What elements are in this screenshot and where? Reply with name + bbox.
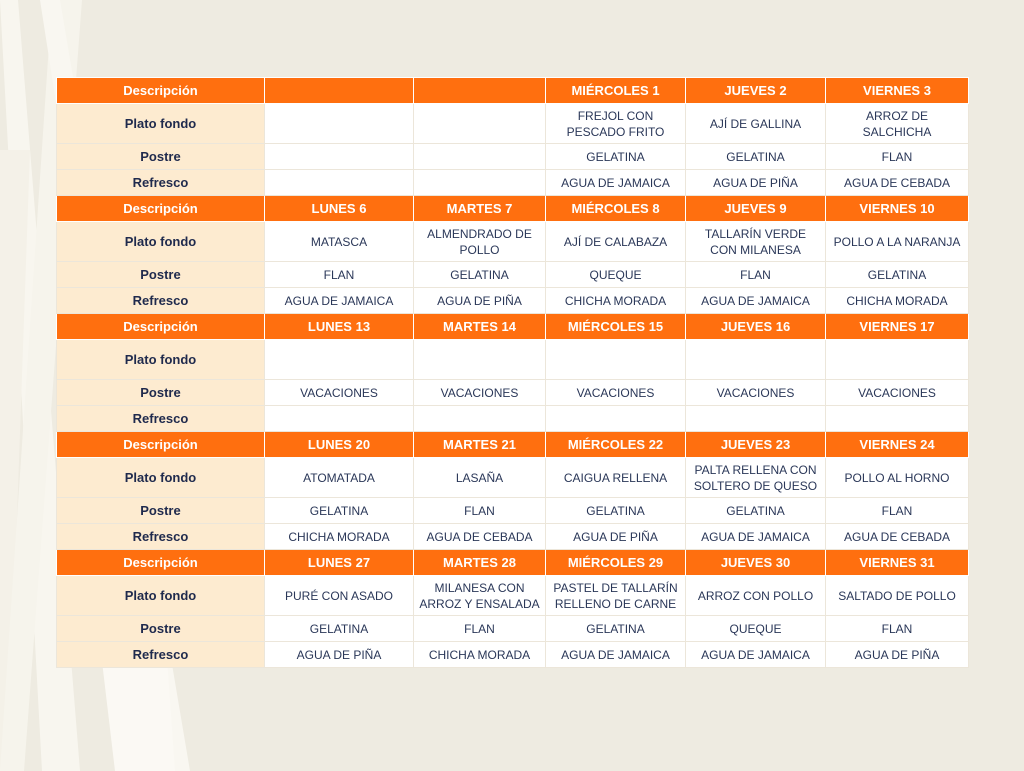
menu-cell: AGUA DE PIÑA — [546, 524, 686, 550]
row-label: Postre — [57, 262, 265, 288]
menu-cell: FLAN — [826, 498, 969, 524]
menu-cell: ARROZ DE SALCHICHA — [826, 104, 969, 144]
menu-cell — [686, 340, 826, 380]
menu-row — [57, 576, 969, 616]
row-label: Postre — [57, 380, 265, 406]
week-header-row — [57, 432, 969, 458]
menu-cell: AGUA DE CEBADA — [826, 170, 969, 196]
day-header: JUEVES 30 — [686, 550, 826, 576]
day-header: MARTES 14 — [414, 314, 546, 340]
day-header: JUEVES 16 — [686, 314, 826, 340]
day-header — [414, 78, 546, 104]
menu-cell: AGUA DE CEBADA — [414, 524, 546, 550]
menu-cell: AJÍ DE GALLINA — [686, 104, 826, 144]
menu-cell: AGUA DE JAMAICA — [686, 642, 826, 668]
menu-cell: AGUA DE PIÑA — [686, 170, 826, 196]
menu-cell: VACACIONES — [686, 380, 826, 406]
day-header: MARTES 28 — [414, 550, 546, 576]
description-header: Descripción — [57, 78, 265, 104]
menu-cell: FLAN — [826, 144, 969, 170]
row-label: Refresco — [57, 524, 265, 550]
menu-cell: GELATINA — [546, 144, 686, 170]
menu-cell: VACACIONES — [414, 380, 546, 406]
day-header: MIÉRCOLES 22 — [546, 432, 686, 458]
lunch-menu-table — [56, 77, 969, 668]
menu-cell: VACACIONES — [826, 380, 969, 406]
menu-row — [57, 616, 969, 642]
menu-cell: VACACIONES — [265, 380, 414, 406]
description-header: Descripción — [57, 432, 265, 458]
menu-cell: TALLARÍN VERDE CON MILANESA — [686, 222, 826, 262]
week-header-row — [57, 196, 969, 222]
menu-cell: CAIGUA RELLENA — [546, 458, 686, 498]
menu-cell: GELATINA — [546, 616, 686, 642]
menu-row — [57, 498, 969, 524]
week-header-row — [57, 314, 969, 340]
day-header: VIERNES 24 — [826, 432, 969, 458]
menu-cell: FLAN — [414, 498, 546, 524]
row-label: Postre — [57, 616, 265, 642]
row-label: Plato fondo — [57, 576, 265, 616]
menu-cell: CHICHA MORADA — [546, 288, 686, 314]
menu-cell: AGUA DE PIÑA — [826, 642, 969, 668]
menu-table-body — [57, 78, 969, 668]
menu-cell: GELATINA — [826, 262, 969, 288]
day-header: VIERNES 17 — [826, 314, 969, 340]
menu-cell: CHICHA MORADA — [265, 524, 414, 550]
menu-cell: AGUA DE PIÑA — [265, 642, 414, 668]
menu-cell: FLAN — [265, 262, 414, 288]
row-label: Postre — [57, 144, 265, 170]
menu-cell — [826, 340, 969, 380]
day-header: MIÉRCOLES 15 — [546, 314, 686, 340]
menu-cell: LASAÑA — [414, 458, 546, 498]
menu-cell: FLAN — [414, 616, 546, 642]
menu-cell — [414, 340, 546, 380]
row-label: Plato fondo — [57, 104, 265, 144]
menu-cell: GELATINA — [414, 262, 546, 288]
menu-cell: GELATINA — [546, 498, 686, 524]
day-header: JUEVES 2 — [686, 78, 826, 104]
row-label: Postre — [57, 498, 265, 524]
menu-cell — [265, 144, 414, 170]
menu-cell: PALTA RELLENA CON SOLTERO DE QUESO — [686, 458, 826, 498]
row-label: Refresco — [57, 406, 265, 432]
menu-row — [57, 458, 969, 498]
row-label: Plato fondo — [57, 222, 265, 262]
menu-cell: PASTEL DE TALLARÍN RELLENO DE CARNE — [546, 576, 686, 616]
day-header: MIÉRCOLES 1 — [546, 78, 686, 104]
menu-cell: ARROZ CON POLLO — [686, 576, 826, 616]
menu-cell: AGUA DE JAMAICA — [686, 524, 826, 550]
menu-cell: GELATINA — [686, 144, 826, 170]
menu-cell: GELATINA — [686, 498, 826, 524]
menu-cell: AGUA DE JAMAICA — [546, 642, 686, 668]
menu-cell — [265, 340, 414, 380]
menu-cell: POLLO AL HORNO — [826, 458, 969, 498]
menu-cell: SALTADO DE POLLO — [826, 576, 969, 616]
menu-cell — [414, 104, 546, 144]
menu-cell — [686, 406, 826, 432]
menu-cell — [414, 144, 546, 170]
menu-row — [57, 262, 969, 288]
day-header: LUNES 13 — [265, 314, 414, 340]
day-header: JUEVES 9 — [686, 196, 826, 222]
menu-cell — [546, 406, 686, 432]
menu-row — [57, 642, 969, 668]
day-header: LUNES 20 — [265, 432, 414, 458]
menu-cell — [265, 406, 414, 432]
day-header: MARTES 21 — [414, 432, 546, 458]
menu-cell: ALMENDRADO DE POLLO — [414, 222, 546, 262]
menu-cell: AGUA DE JAMAICA — [546, 170, 686, 196]
menu-cell: CHICHA MORADA — [826, 288, 969, 314]
week-header-row — [57, 550, 969, 576]
menu-cell — [826, 406, 969, 432]
menu-cell: ATOMATADA — [265, 458, 414, 498]
menu-cell: CHICHA MORADA — [414, 642, 546, 668]
menu-cell: AGUA DE PIÑA — [414, 288, 546, 314]
menu-cell: FREJOL CON PESCADO FRITO — [546, 104, 686, 144]
row-label: Refresco — [57, 288, 265, 314]
row-label: Refresco — [57, 170, 265, 196]
menu-cell — [414, 406, 546, 432]
description-header: Descripción — [57, 550, 265, 576]
menu-cell: POLLO A LA NARANJA — [826, 222, 969, 262]
day-header: LUNES 27 — [265, 550, 414, 576]
menu-row — [57, 406, 969, 432]
menu-cell: MATASCA — [265, 222, 414, 262]
menu-cell — [414, 170, 546, 196]
row-label: Refresco — [57, 642, 265, 668]
menu-row — [57, 104, 969, 144]
menu-cell: GELATINA — [265, 616, 414, 642]
row-label: Plato fondo — [57, 340, 265, 380]
row-label: Plato fondo — [57, 458, 265, 498]
menu-cell: FLAN — [686, 262, 826, 288]
menu-row — [57, 144, 969, 170]
menu-cell: MILANESA CON ARROZ Y ENSALADA — [414, 576, 546, 616]
day-header: VIERNES 3 — [826, 78, 969, 104]
menu-cell — [265, 104, 414, 144]
day-header: MARTES 7 — [414, 196, 546, 222]
menu-cell: AGUA DE JAMAICA — [686, 288, 826, 314]
menu-cell: VACACIONES — [546, 380, 686, 406]
menu-row — [57, 288, 969, 314]
menu-cell: AGUA DE CEBADA — [826, 524, 969, 550]
day-header: MIÉRCOLES 8 — [546, 196, 686, 222]
menu-cell: QUEQUE — [686, 616, 826, 642]
day-header: VIERNES 31 — [826, 550, 969, 576]
menu-cell: QUEQUE — [546, 262, 686, 288]
menu-row — [57, 380, 969, 406]
menu-cell: AGUA DE JAMAICA — [265, 288, 414, 314]
description-header: Descripción — [57, 196, 265, 222]
menu-row — [57, 170, 969, 196]
menu-row — [57, 222, 969, 262]
menu-cell: PURÉ CON ASADO — [265, 576, 414, 616]
day-header: MIÉRCOLES 29 — [546, 550, 686, 576]
day-header — [265, 78, 414, 104]
week-header-row — [57, 78, 969, 104]
day-header: LUNES 6 — [265, 196, 414, 222]
menu-cell: AJÍ DE CALABAZA — [546, 222, 686, 262]
menu-cell — [265, 170, 414, 196]
menu-cell: GELATINA — [265, 498, 414, 524]
menu-cell: FLAN — [826, 616, 969, 642]
day-header: VIERNES 10 — [826, 196, 969, 222]
description-header: Descripción — [57, 314, 265, 340]
menu-row — [57, 340, 969, 380]
day-header: JUEVES 23 — [686, 432, 826, 458]
menu-cell — [546, 340, 686, 380]
menu-row — [57, 524, 969, 550]
